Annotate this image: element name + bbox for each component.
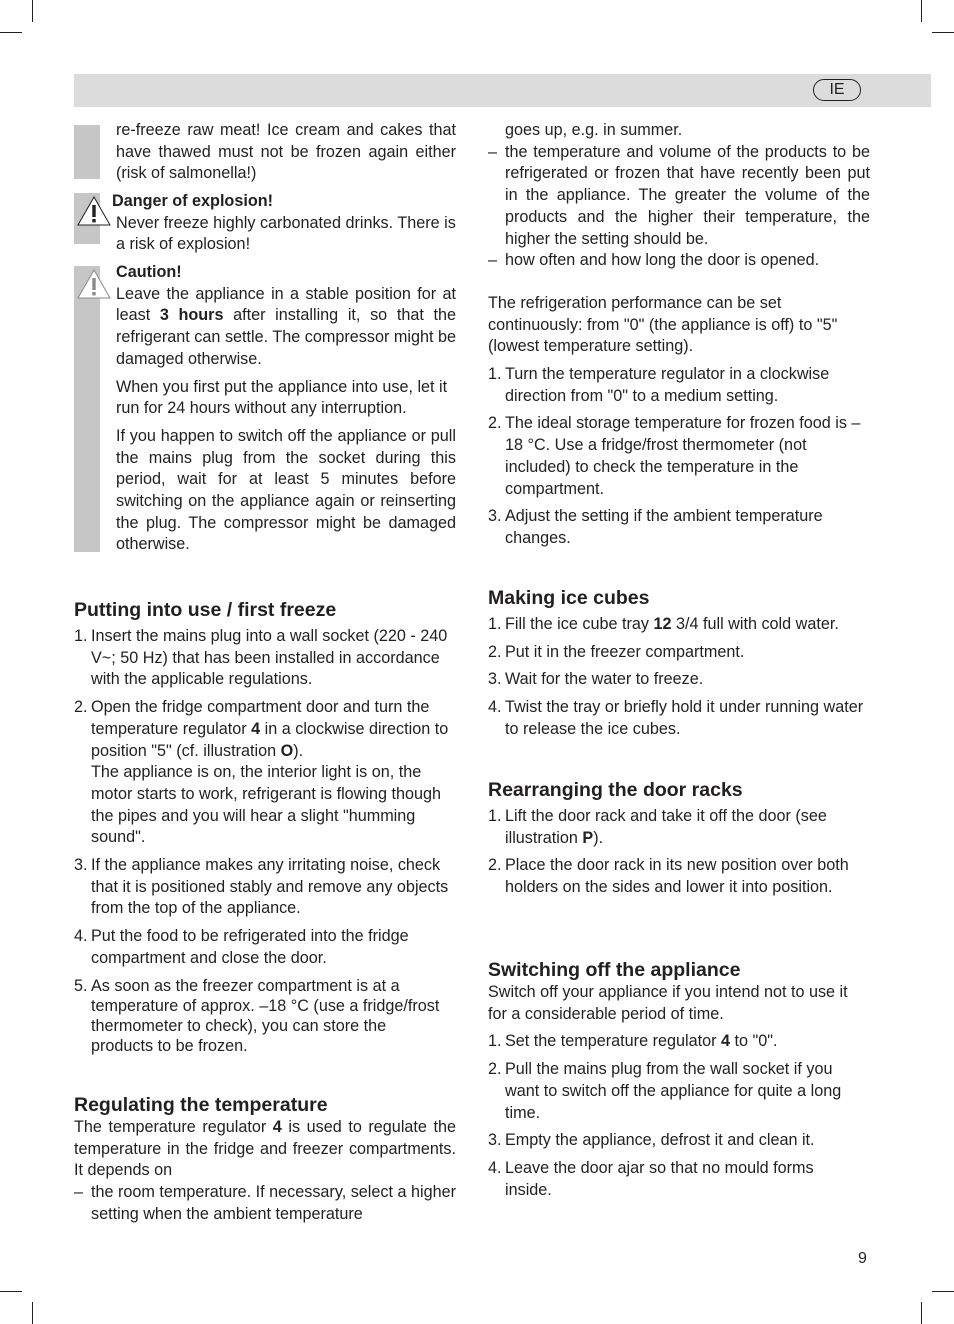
- step-number: 3.: [488, 1131, 502, 1150]
- step-text: ).: [593, 828, 604, 847]
- list-item: [488, 142, 870, 251]
- section-heading: Regulating the temperature: [74, 1094, 328, 1116]
- step-text: Turn the temperature regulator in a clockwise direction from "0" to a medium setting.: [505, 365, 830, 405]
- step-number: 3.: [488, 670, 502, 689]
- list-item: [488, 614, 864, 636]
- dash-marker: –: [488, 142, 498, 161]
- regulator-ref: 4: [720, 1032, 730, 1051]
- bullet-continuation: goes up, e.g. in summer.: [505, 121, 683, 139]
- step-number: 4.: [488, 698, 502, 717]
- step-number: 2.: [488, 642, 502, 661]
- step-text: Empty the appliance, defrost it and clean it.: [505, 1131, 815, 1150]
- temperature-steps: [488, 364, 864, 550]
- crop-mark: [32, 0, 33, 22]
- intro-text: The temperature regulator: [74, 1118, 273, 1136]
- dependency-list: [74, 1182, 456, 1225]
- step-text: Wait for the water to freeze.: [505, 670, 704, 689]
- caution-p1-text: Leave the appliance in a stable position for at least: [116, 284, 456, 325]
- step-text: ).: [293, 741, 304, 760]
- step-number: 4.: [488, 1158, 502, 1177]
- caution-p1-bold: 3 hours: [159, 306, 224, 325]
- language-badge: IE: [813, 79, 861, 101]
- list-item: [488, 855, 864, 898]
- crop-mark: [0, 1291, 22, 1292]
- step-text: Put it in the freezer compartment.: [505, 642, 745, 661]
- crop-mark: [932, 1291, 954, 1292]
- step-text: Place the door rack in its new position over both holders on the sides and lower it into position.: [505, 856, 849, 897]
- step-number: 1.: [488, 615, 502, 633]
- step-text: If the appliance makes any irritating noise, check that it is positioned stably and remove any objects from the top of the appliance.: [91, 856, 449, 918]
- bullet-text: the room temperature. If necessary, select a higher setting when the ambient temperature: [91, 1183, 456, 1223]
- step-extra-text: The appliance is on, the interior light is on, the motor starts to work, refrigerant is flowing though the pipes and you will hear a slight "humming sound".: [91, 763, 441, 847]
- list-item: [488, 364, 864, 407]
- danger-text: Never freeze highly carbonated drinks. There is a risk of explosion!: [116, 213, 456, 254]
- caution-notice: [116, 262, 456, 556]
- list-item: [74, 976, 450, 1056]
- step-text: Adjust the setting if the ambient temperature changes.: [505, 507, 823, 547]
- caution-paragraph-3: If you happen to switch off the appliance or pull the mains plug from the socket during this period, wait for at least 5 minutes before switching on the appliance again or reinserting the plug. The compressor might be damaged otherwise.: [116, 426, 456, 554]
- ice-cubes-section: [488, 586, 870, 747]
- section-heading: Switching off the appliance: [488, 959, 741, 981]
- step-text: Pull the mains plug from the wall socket if you want to switch off the appliance for quite a long time.: [505, 1060, 842, 1122]
- regulator-ref: 4: [251, 719, 261, 738]
- caution-icon: [76, 268, 112, 300]
- crop-mark: [32, 1302, 33, 1324]
- illustration-ref: P: [582, 828, 594, 847]
- step-text: to "0".: [729, 1032, 778, 1051]
- step-text: As soon as the freezer compartment is at a temperature of approx. –18 °C (use a fridge/frost thermometer to check), you can store the products to be frozen.: [91, 976, 440, 1055]
- caution-p1-text-end: after installing it, so that the refrigerant can settle. The compressor might be damaged otherwise.: [116, 306, 456, 368]
- list-item: [488, 697, 864, 740]
- notice-bar: [74, 125, 100, 179]
- crop-mark: [921, 1302, 922, 1324]
- step-number: 3.: [74, 856, 88, 875]
- step-number: 1.: [488, 365, 502, 384]
- step-text: Put the food to be refrigerated into the fridge compartment and close the door.: [91, 927, 409, 967]
- list-item: [488, 1031, 864, 1053]
- list-item: [488, 1059, 864, 1124]
- crop-mark: [921, 0, 922, 22]
- intro-paragraph: re-freeze raw meat! Ice cream and cakes that have thawed must not be frozen again either (risk of salmonella!): [116, 121, 456, 183]
- list-item: [74, 926, 450, 969]
- warning-icon: [76, 195, 112, 227]
- step-number: 2.: [488, 414, 502, 433]
- bullet-text: the temperature and volume of the products to be refrigerated or frozen that have recently been put in the appliance. The greater the volume of the products and the higher their temperature, the higher the setting should be.: [505, 142, 870, 248]
- steps-list: [74, 626, 450, 1056]
- list-item: [488, 250, 870, 272]
- list-item: [488, 642, 864, 664]
- list-item: [74, 697, 450, 849]
- step-text: Lift the door rack and take it off the door (see illustration: [505, 807, 827, 847]
- step-number: 2.: [74, 698, 88, 717]
- step-text: Set the temperature regulator: [505, 1032, 721, 1051]
- danger-notice: [112, 191, 456, 256]
- list-item: [488, 669, 864, 691]
- step-number: 1.: [488, 1032, 502, 1051]
- step-number: 5.: [74, 976, 88, 995]
- switching-off-intro: Switch off your appliance if you intend not to use it for a considerable period of time.: [488, 983, 848, 1023]
- list-item: [74, 626, 450, 691]
- step-text: in a clockwise direction to position "5" (cf. illustration: [91, 719, 449, 760]
- intro-text: is used to regulate the temperature in the fridge and freezer compartments. It depends on: [74, 1118, 456, 1180]
- step-text: Leave the door ajar so that no mould forms inside.: [505, 1158, 814, 1199]
- switch-off-steps: [488, 1031, 864, 1201]
- list-item: [488, 1158, 864, 1201]
- list-item: [488, 506, 864, 549]
- dash-marker: –: [488, 251, 498, 270]
- dependency-list-continued: [488, 142, 870, 272]
- door-racks-section: [488, 778, 870, 905]
- list-item: [74, 855, 450, 920]
- crop-mark: [0, 32, 22, 33]
- crop-mark: [932, 32, 954, 33]
- step-number: 1.: [488, 807, 502, 825]
- step-text: 3/4 full with cold water.: [671, 615, 839, 633]
- putting-into-use-section: [74, 598, 456, 1062]
- section-heading: Putting into use / first freeze: [74, 599, 337, 621]
- list-item: [488, 1130, 864, 1152]
- regulating-intro: [74, 1117, 456, 1182]
- list-item: [74, 1182, 456, 1225]
- illustration-ref: O: [280, 741, 294, 760]
- caution-title: Caution!: [116, 263, 182, 281]
- section-heading: Rearranging the door racks: [488, 779, 743, 801]
- caution-bar: [74, 266, 100, 552]
- switching-off-section: [488, 958, 870, 1207]
- regulator-ref: 4: [272, 1118, 282, 1136]
- caution-paragraph-2: When you first put the appliance into use, let it run for 24 hours without any interruption.: [116, 377, 448, 418]
- step-number: 3.: [488, 507, 502, 526]
- step-text: Open the fridge compartment door and turn the temperature regulator: [91, 698, 430, 738]
- regulating-section: [74, 1093, 456, 1226]
- caution-paragraph-1: [116, 284, 456, 371]
- performance-text: The refrigeration performance can be set continuously: from "0" (the appliance is off) to "5" (lowest temperature setting).: [488, 293, 838, 356]
- list-item: [488, 413, 864, 500]
- step-number: 2.: [488, 856, 502, 875]
- header-bar: [74, 74, 931, 107]
- step-text: Twist the tray or briefly hold it under running water to release the ice cubes.: [505, 698, 864, 738]
- tray-ref: 12: [653, 615, 672, 633]
- dash-marker: –: [74, 1183, 84, 1202]
- step-number: 2.: [488, 1060, 502, 1079]
- step-number: 1.: [74, 627, 88, 645]
- list-item: [488, 806, 864, 849]
- danger-title: Danger of explosion!: [112, 192, 273, 210]
- door-rack-steps: [488, 806, 864, 899]
- step-text: The ideal storage temperature for frozen food is –18 °C. Use a fridge/frost thermometer (not included) to check the temperature in the compartment.: [505, 414, 861, 498]
- section-heading: Making ice cubes: [488, 587, 650, 609]
- regulating-continued: [488, 120, 870, 556]
- step-number: 4.: [74, 927, 88, 946]
- ice-steps: [488, 614, 864, 741]
- intro-text: [116, 120, 456, 185]
- bullet-text: how often and how long the door is opened.: [505, 251, 820, 270]
- page-number: 9: [858, 1250, 867, 1267]
- step-text: Insert the mains plug into a wall socket (220 - 240 V~; 50 Hz) that has been installed in accordance with the applicable regulations.: [91, 627, 448, 689]
- step-text: Fill the ice cube tray: [505, 615, 654, 633]
